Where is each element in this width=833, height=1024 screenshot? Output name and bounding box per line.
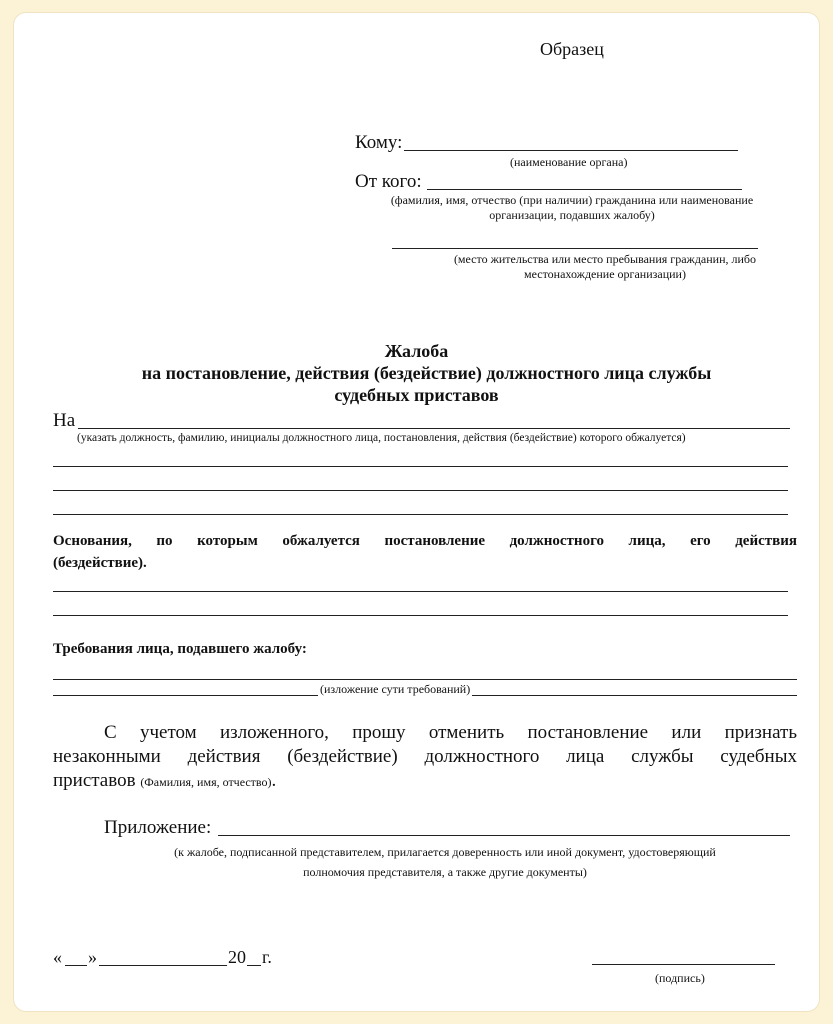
from-caption-line-2: организации, подавших жалобу) [489, 208, 655, 222]
subject-caption: (указать должность, фамилию, инициалы должностного лица, постановления, действия (бездействие) которого обжалуется) [77, 432, 686, 444]
date-quote-close: » [88, 947, 97, 967]
request-period: . [271, 770, 277, 791]
attachment-label: Приложение: [104, 817, 212, 838]
signature-caption: (подпись) [655, 971, 705, 985]
request-name-hint: (Фамилия, имя, отчество) [140, 775, 272, 789]
to-caption: (наименование органа) [510, 155, 628, 169]
date-year-prefix: 20 [228, 947, 246, 967]
requirements-heading: Требования лица, подавшего жалобу: [53, 641, 307, 657]
from-label: От кого: [355, 171, 422, 192]
signature-field[interactable] [592, 964, 775, 965]
grounds-heading-line-2: (бездействие). [53, 555, 147, 571]
date-quote-open: « [53, 947, 62, 967]
requirements-caption: (изложение сути требований) [320, 682, 471, 696]
date-year-suffix: г. [262, 947, 272, 967]
from-caption [372, 193, 772, 223]
date-year-field[interactable] [247, 965, 261, 966]
address-caption-line-2: местонахождение организации) [524, 267, 686, 281]
request-line-3 [53, 770, 276, 792]
to-field[interactable] [404, 150, 738, 151]
from-field[interactable] [427, 189, 742, 190]
request-line-2: незаконными действия (бездействие) должностного лица службы судебных [53, 746, 797, 767]
sample-label: Образец [540, 39, 604, 59]
address-field[interactable] [392, 248, 758, 249]
address-caption [420, 252, 790, 282]
subject-line-2[interactable] [53, 466, 788, 467]
title-line-1: Жалоба [384, 341, 449, 361]
subject-line-3[interactable] [53, 490, 788, 491]
to-label: Кому: [355, 132, 403, 153]
grounds-line-2[interactable] [53, 615, 788, 616]
attachment-caption [80, 842, 810, 882]
date-day-field[interactable] [65, 965, 87, 966]
address-caption-line-1: (место жительства или место пребывания гражданин, либо [453, 252, 757, 266]
attachment-caption-line-2: полномочия представителя, а также другие документы) [303, 865, 587, 879]
grounds-line-1[interactable] [53, 591, 788, 592]
title-line-2: на постановление, действия (бездействие) должностного лица службы [141, 363, 712, 383]
request-line-1: С учетом изложенного, прошу отменить постановление или признать [104, 722, 797, 743]
attachment-caption-line-1: (к жалобе, подписанной представителем, прилагается доверенность или иной документ, удостоверяющий [174, 845, 716, 859]
title-line-3: судебных приставов [334, 385, 499, 405]
request-line-3-text: приставов [53, 770, 136, 791]
subject-line-4[interactable] [53, 514, 788, 515]
from-caption-line-1: (фамилия, имя, отчество (при наличии) гражданина или наименование [390, 193, 754, 207]
date-month-field[interactable] [99, 965, 227, 966]
grounds-heading-line-1: Основания, по которым обжалуется постановление должностного лица, его действия [53, 533, 797, 549]
attachment-field[interactable] [218, 835, 790, 836]
subject-field[interactable] [78, 428, 790, 429]
subject-label: На [53, 410, 76, 431]
document-title [0, 340, 833, 406]
requirements-line-1[interactable] [53, 679, 797, 680]
